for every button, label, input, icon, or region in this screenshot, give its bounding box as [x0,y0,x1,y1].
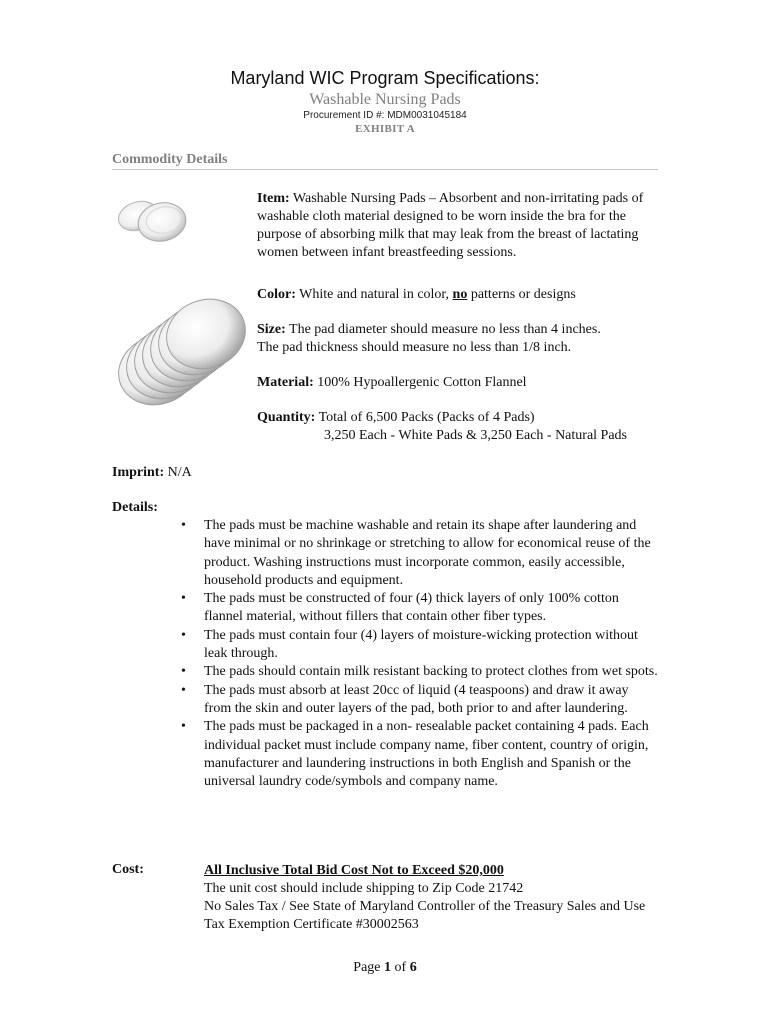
details-heading: Details: [112,500,158,515]
cost-line-1: The unit cost should include shipping to Zip Code 21742 [204,881,524,896]
bullet-icon: • [181,591,186,607]
imprint-spec [112,465,192,481]
color-label: Color: [257,287,296,302]
document-title: Maryland WIC Program Specifications: [230,68,540,88]
section-divider [112,169,658,170]
section-heading: Commodity Details [112,152,228,167]
color-text-after: patterns or designs [470,287,576,302]
bullet-icon: • [181,682,186,698]
cost-title: All Inclusive Total Bid Cost Not to Exceed $20,000 [204,863,504,878]
page-number [0,960,770,976]
imprint-label: Imprint: [112,465,165,480]
nursing-pads-stack-image [112,288,248,410]
list-item: • The pads must absorb at least 20cc of liquid (4 teaspoons) and draw it away from the skin and outer layers of the pad, both prior to and after laundering. [181,682,629,716]
material-label: Material: [257,375,314,390]
color-text: White and natural in color, [299,287,450,302]
list-item: • The pads must be constructed of four (4) thick layers of only 100% cotton flannel material, without fillers that contain other fiber types. [181,591,619,625]
page-word: Page [353,960,381,975]
material-text: 100% Hypoallergenic Cotton Flannel [317,375,527,390]
item-text: Washable Nursing Pads – Absorbent and non-irritating pads of washable cloth material designed to be worn inside the bra for the purpose of absorbing milk that may leak from the breast of lactating women between infant breastfeeding sessions. [257,191,644,260]
nursing-pads-small-image [112,190,194,248]
document-subtitle: Washable Nursing Pads [309,91,461,108]
bullet-icon: • [181,664,186,680]
page-total: 6 [409,960,417,975]
material-spec [257,374,667,392]
page-current: 1 [384,960,392,975]
cost-label: Cost: [112,862,144,877]
cost-line-2: No Sales Tax / See State of Maryland Controller of the Treasury Sales and Use Tax Exemption Certificate #30002563 [204,899,646,932]
page-of-word: of [394,960,407,975]
color-emphasis: no [452,287,468,302]
quantity-line-2: 3,250 Each - White Pads & 3,250 Each - Natural Pads [324,428,628,443]
bullet-icon: • [181,719,186,735]
size-line-1: The pad diameter should measure no less than 4 inches. [289,322,601,337]
quantity-label: Quantity: [257,410,316,425]
size-line-2: The pad thickness should measure no less than 1/8 inch. [257,340,572,355]
size-label: Size: [257,322,286,337]
details-list [178,517,658,791]
list-item: • The pads should contain milk resistant backing to protect clothes from wet spots. [178,663,658,681]
item-label: Item: [257,191,290,206]
color-spec [257,286,667,304]
imprint-value: N/A [167,465,192,480]
procurement-id: Procurement ID #: MDM0031045184 [303,110,467,121]
exhibit-label: EXHIBIT A [355,123,415,135]
size-spec [257,321,667,357]
bullet-icon: • [181,518,186,533]
quantity-line-1: Total of 6,500 Packs (Packs of 4 Pads) [318,410,535,425]
cost-details [204,862,664,934]
quantity-spec [257,409,667,445]
item-description [257,190,667,262]
list-item: • The pads must be packaged in a non- resealable packet containing 4 pads. Each individual packet must include company name, fiber content, country of origin, manufacturer and laundering instructions in both English and Spanish or the universal laundry code/symbols and company name. [181,719,649,790]
bullet-icon: • [181,627,186,643]
list-item: • The pads must contain four (4) layers of moisture-wicking protection without leak through. [181,627,638,662]
list-item: • The pads must be machine washable and retain its shape after laundering and have minimal or no shrinkage or stretching to allow for economical reuse of the product. Washing instructions must incorporate common, easily accessible, household products and equipment. [181,518,651,588]
